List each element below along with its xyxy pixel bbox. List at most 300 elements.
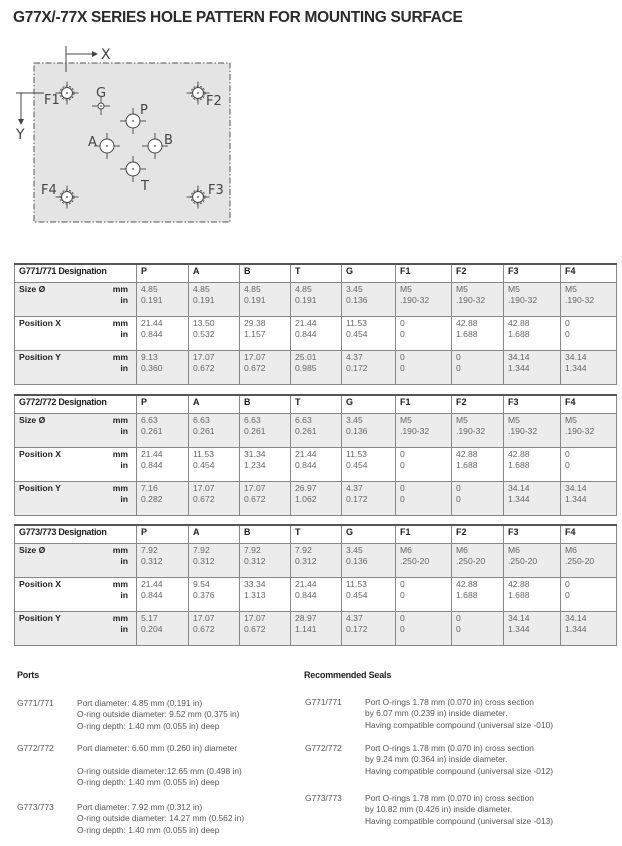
cell-f3 (504, 612, 561, 646)
spec-table-g772 (14, 394, 617, 516)
table-row (15, 283, 617, 317)
cell-f3 (504, 544, 561, 578)
value-in: 0.672 (193, 623, 215, 634)
value-in: .190-32 (565, 425, 595, 436)
note-line: Having compatible compound (universal size -010) (365, 719, 554, 730)
row-units (90, 544, 137, 578)
cell-g (342, 448, 396, 482)
value-in: 0.191 (193, 294, 215, 305)
value-mm: 0 (565, 449, 570, 459)
cell-f1 (396, 351, 452, 385)
table-row (15, 351, 617, 385)
column-header-f2: F2 (452, 395, 504, 414)
value-mm: 34.14 (565, 483, 587, 493)
value-in: 0.191 (295, 294, 317, 305)
row-label: Position X (15, 317, 90, 351)
ports-heading: Ports (17, 670, 40, 680)
cell-f4 (561, 544, 617, 578)
cell-a (189, 283, 240, 317)
column-header-p: P (137, 264, 189, 283)
port-label: F2 (206, 94, 222, 109)
value-in: 0.844 (141, 459, 163, 470)
table-row (15, 317, 617, 351)
table-row (15, 578, 617, 612)
y-axis-label: Y (16, 127, 25, 143)
value-in: 0.136 (346, 294, 368, 305)
value-in: 0.672 (244, 362, 266, 373)
port-label: P (140, 103, 148, 118)
value-mm: 6.63 (193, 415, 210, 425)
cell-f1 (396, 414, 452, 448)
hole-pattern-diagram (0, 40, 260, 230)
value-in: 0 (400, 589, 405, 600)
value-mm: 42.88 (456, 318, 478, 328)
cell-g (342, 317, 396, 351)
value-mm: 0 (456, 352, 461, 362)
value-mm: 17.07 (244, 483, 266, 493)
value-in: 0.261 (193, 425, 215, 436)
value-in: 0 (400, 493, 405, 504)
model-label: G771/771 (17, 698, 54, 708)
column-header-b: B (240, 264, 291, 283)
cell-f1 (396, 317, 452, 351)
value-mm: 4.85 (295, 284, 312, 294)
value-in: 0 (400, 623, 405, 634)
unit-label: mm (112, 449, 129, 459)
value-mm: 42.88 (508, 449, 530, 459)
value-in: .190-32 (456, 425, 486, 436)
row-label: Size Ø (15, 283, 90, 317)
column-header-f4: F4 (561, 525, 617, 544)
cell-f3 (504, 578, 561, 612)
value-in: 0.360 (141, 362, 163, 373)
cell-p (137, 482, 189, 516)
value-in: 0.312 (244, 555, 266, 566)
note-line: O-ring depth: 1.40 mm (0.055 in) deep (77, 777, 220, 788)
cell-b (240, 578, 291, 612)
unit-label: in (120, 362, 129, 373)
value-mm: 0 (400, 579, 405, 589)
spec-table-g771 (14, 263, 617, 385)
value-in: 0 (565, 589, 570, 600)
note-line: O-ring depth: 1.40 mm (0.055 in) deep (77, 720, 220, 731)
cell-t (291, 414, 342, 448)
unit-label: mm (112, 318, 129, 328)
value-in: 0.844 (295, 589, 317, 600)
column-header-f3: F3 (504, 395, 561, 414)
row-units (90, 351, 137, 385)
column-header-t: T (291, 395, 342, 414)
value-in: 0.844 (295, 328, 317, 339)
value-in: 0.985 (295, 362, 317, 373)
value-mm: M6 (400, 545, 412, 555)
value-in: .190-32 (400, 294, 430, 305)
value-in: 1.344 (565, 623, 587, 634)
value-in: .190-32 (400, 425, 430, 436)
value-mm: 11.53 (346, 579, 367, 589)
unit-label: in (120, 623, 129, 634)
unit-label: mm (112, 483, 129, 493)
value-in: 0.454 (346, 589, 368, 600)
value-in: 0 (400, 362, 405, 373)
value-mm: M5 (400, 284, 412, 294)
table-header-row (15, 525, 617, 544)
value-mm: 34.14 (508, 613, 530, 623)
unit-label: mm (112, 545, 129, 555)
value-mm: 21.44 (295, 318, 317, 328)
cell-f4 (561, 283, 617, 317)
designation-header: G773/773 Designation (15, 525, 137, 544)
cell-f2 (452, 448, 504, 482)
note-line: Port diameter: 6.60 mm (0.260 in) diameter (77, 743, 238, 753)
column-header-g: G (342, 264, 396, 283)
value-in: 0.454 (346, 328, 368, 339)
value-in: 0.172 (346, 362, 368, 373)
cell-f3 (504, 317, 561, 351)
spec-table-g773 (14, 524, 617, 646)
cell-g (342, 482, 396, 516)
value-mm: 0 (456, 483, 461, 493)
column-header-b: B (240, 525, 291, 544)
unit-label: mm (112, 352, 129, 362)
value-mm: 31.34 (244, 449, 266, 459)
value-in: 1.688 (508, 459, 530, 470)
row-units (90, 283, 137, 317)
port-label: F4 (41, 183, 57, 198)
value-mm: 33.34 (244, 579, 266, 589)
cell-f3 (504, 482, 561, 516)
value-mm: 3.45 (346, 545, 363, 555)
value-mm: 6.63 (141, 415, 158, 425)
row-label: Position X (15, 448, 90, 482)
value-in: 0.454 (346, 459, 368, 470)
cell-a (189, 414, 240, 448)
value-mm: 9.54 (193, 579, 210, 589)
value-in: 1.688 (456, 589, 478, 600)
value-in: 0.454 (193, 459, 215, 470)
value-in: 0.261 (295, 425, 317, 436)
unit-label: in (120, 328, 129, 339)
value-mm: M6 (456, 545, 468, 555)
note-line: Port O-rings 1.78 mm (0.070 in) cross section (365, 793, 534, 803)
cell-b (240, 283, 291, 317)
cell-p (137, 317, 189, 351)
note-line: O-ring depth: 1.40 mm (0.055 in) deep (77, 824, 220, 835)
note-line: Port O-rings 1.78 mm (0.070 in) cross section (365, 697, 534, 707)
unit-label: mm (112, 284, 129, 294)
cell-g (342, 414, 396, 448)
value-mm: 7.92 (141, 545, 158, 555)
port-label: F3 (208, 183, 224, 198)
cell-t (291, 544, 342, 578)
value-in: 1.062 (295, 493, 317, 504)
value-mm: 4.37 (346, 483, 363, 493)
note-line: Having compatible compound (universal size -013) (365, 815, 554, 826)
value-in: 0 (400, 328, 405, 339)
seals-note (305, 697, 605, 731)
value-mm: 42.88 (508, 579, 530, 589)
cell-a (189, 544, 240, 578)
row-label: Size Ø (15, 544, 90, 578)
cell-f4 (561, 351, 617, 385)
cell-f1 (396, 544, 452, 578)
value-in: .250-20 (565, 555, 595, 566)
cell-f3 (504, 283, 561, 317)
value-in: 0.844 (141, 589, 163, 600)
value-in: 0.312 (141, 555, 163, 566)
port-label: F1 (44, 93, 60, 108)
center-dot (66, 196, 68, 198)
table-row (15, 448, 617, 482)
row-units (90, 578, 137, 612)
ports-note (17, 743, 317, 789)
cell-f3 (504, 351, 561, 385)
value-in: 1.344 (508, 493, 530, 504)
value-in: .190-32 (508, 294, 538, 305)
column-header-f3: F3 (504, 264, 561, 283)
row-units (90, 612, 137, 646)
cell-a (189, 612, 240, 646)
column-header-f4: F4 (561, 395, 617, 414)
cell-b (240, 448, 291, 482)
value-mm: 28.97 (295, 613, 317, 623)
center-dot (66, 92, 68, 94)
value-in: 1.313 (244, 589, 266, 600)
value-mm: 4.85 (193, 284, 210, 294)
center-dot (106, 145, 108, 147)
center-dot (197, 196, 199, 198)
seals-note (305, 743, 605, 777)
value-in: 1.344 (565, 362, 587, 373)
value-in: 0.136 (346, 555, 368, 566)
model-label: G773/773 (17, 802, 54, 812)
value-in: 1.344 (508, 362, 530, 373)
value-in: 0.844 (141, 328, 163, 339)
column-header-p: P (137, 395, 189, 414)
cell-p (137, 283, 189, 317)
row-label: Size Ø (15, 414, 90, 448)
value-mm: 0 (400, 352, 405, 362)
value-mm: M5 (456, 284, 468, 294)
value-mm: 21.44 (295, 449, 317, 459)
y-arrowhead-icon (18, 119, 24, 125)
cell-f2 (452, 414, 504, 448)
value-mm: 4.37 (346, 613, 363, 623)
cell-f3 (504, 448, 561, 482)
column-header-a: A (189, 525, 240, 544)
cell-f1 (396, 482, 452, 516)
value-in: 1.688 (508, 589, 530, 600)
port-label: A (88, 135, 97, 150)
value-mm: 17.07 (244, 352, 266, 362)
value-in: .250-20 (400, 555, 430, 566)
model-label: G772/772 (17, 743, 54, 753)
value-in: 1.688 (456, 459, 478, 470)
value-in: 0.191 (141, 294, 163, 305)
cell-p (137, 544, 189, 578)
value-in: 1.688 (456, 328, 478, 339)
cell-a (189, 317, 240, 351)
value-mm: 0 (565, 579, 570, 589)
cell-f2 (452, 283, 504, 317)
model-label: G773/773 (305, 793, 342, 803)
table-header-row (15, 264, 617, 283)
column-header-a: A (189, 264, 240, 283)
value-in: 1.141 (295, 623, 317, 634)
row-units (90, 317, 137, 351)
column-header-g: G (342, 525, 396, 544)
unit-label: in (120, 425, 129, 436)
column-header-f3: F3 (504, 525, 561, 544)
value-in: 0.191 (244, 294, 266, 305)
value-in: 0.172 (346, 623, 368, 634)
value-in: 0.672 (244, 493, 266, 504)
value-mm: 21.44 (141, 449, 163, 459)
value-mm: 17.07 (244, 613, 266, 623)
cell-f2 (452, 544, 504, 578)
center-dot (197, 92, 199, 94)
cell-g (342, 612, 396, 646)
port-label: G (96, 86, 107, 101)
value-mm: M6 (565, 545, 577, 555)
cell-t (291, 482, 342, 516)
cell-b (240, 317, 291, 351)
column-header-f4: F4 (561, 264, 617, 283)
cell-g (342, 283, 396, 317)
cell-f2 (452, 612, 504, 646)
cell-f1 (396, 578, 452, 612)
note-line: O-ring outside diameter:12.65 mm (0.498 in) (77, 765, 242, 776)
center-dot (154, 145, 156, 147)
cell-p (137, 351, 189, 385)
unit-label: in (120, 294, 129, 305)
cell-f1 (396, 612, 452, 646)
value-mm: 17.07 (193, 483, 215, 493)
value-mm: 34.14 (508, 483, 530, 493)
cell-p (137, 414, 189, 448)
column-header-g: G (342, 395, 396, 414)
value-mm: 26.97 (295, 483, 317, 493)
value-mm: 11.53 (193, 449, 214, 459)
value-in: .250-20 (508, 555, 538, 566)
cell-f4 (561, 578, 617, 612)
value-mm: 17.07 (193, 352, 215, 362)
value-mm: 0 (400, 449, 405, 459)
value-mm: 3.45 (346, 284, 363, 294)
cell-f4 (561, 482, 617, 516)
value-mm: 0 (456, 613, 461, 623)
note-line: Having compatible compound (universal size -012) (365, 765, 554, 776)
table-row (15, 414, 617, 448)
value-mm: 42.88 (508, 318, 530, 328)
value-in: 0 (400, 459, 405, 470)
port-label: B (164, 133, 173, 148)
value-mm: 5.17 (141, 613, 158, 623)
unit-label: in (120, 589, 129, 600)
value-in: 1.688 (508, 328, 530, 339)
column-header-t: T (291, 264, 342, 283)
value-in: 0.672 (244, 623, 266, 634)
value-in: 0.136 (346, 425, 368, 436)
cell-f1 (396, 448, 452, 482)
value-mm: 6.63 (295, 415, 312, 425)
cell-f2 (452, 351, 504, 385)
value-in: 0.312 (295, 555, 317, 566)
value-mm: 0 (565, 318, 570, 328)
value-in: 0.376 (193, 589, 215, 600)
value-in: 0.261 (244, 425, 266, 436)
value-mm: 9.13 (141, 352, 158, 362)
cell-f1 (396, 283, 452, 317)
unit-label: mm (112, 415, 129, 425)
port-label: T (141, 179, 149, 194)
value-mm: 21.44 (295, 579, 317, 589)
value-in: 1.344 (565, 493, 587, 504)
row-units (90, 482, 137, 516)
value-mm: 7.16 (141, 483, 158, 493)
value-mm: 3.45 (346, 415, 363, 425)
value-in: 0 (456, 362, 461, 373)
column-header-f1: F1 (396, 395, 452, 414)
column-header-f2: F2 (452, 525, 504, 544)
column-header-a: A (189, 395, 240, 414)
unit-label: in (120, 493, 129, 504)
value-mm: 0 (400, 483, 405, 493)
cell-a (189, 578, 240, 612)
cell-p (137, 448, 189, 482)
cell-b (240, 482, 291, 516)
cell-a (189, 482, 240, 516)
value-mm: 0 (400, 613, 405, 623)
cell-t (291, 283, 342, 317)
value-mm: 0 (400, 318, 405, 328)
note-line: by 6.07 mm (0.239 in) inside diameter. (365, 708, 508, 719)
cell-f2 (452, 482, 504, 516)
seals-note (305, 793, 605, 827)
value-mm: 42.88 (456, 579, 478, 589)
recommended-seals-heading: Recommended Seals (304, 670, 392, 680)
value-in: 0.532 (193, 328, 215, 339)
unit-label: in (120, 459, 129, 470)
cell-b (240, 414, 291, 448)
cell-b (240, 544, 291, 578)
value-in: 0.261 (141, 425, 163, 436)
column-header-t: T (291, 525, 342, 544)
note-line: Port O-rings 1.78 mm (0.070 in) cross section (365, 743, 534, 753)
ports-note (17, 802, 317, 836)
row-label: Position Y (15, 482, 90, 516)
column-header-b: B (240, 395, 291, 414)
value-mm: M5 (565, 415, 577, 425)
value-mm: M5 (400, 415, 412, 425)
unit-label: mm (112, 613, 129, 623)
value-mm: 4.85 (141, 284, 158, 294)
value-in: 0 (565, 328, 570, 339)
value-mm: 34.14 (508, 352, 530, 362)
value-in: 0 (456, 623, 461, 634)
cell-f2 (452, 578, 504, 612)
value-mm: M5 (508, 284, 520, 294)
cell-t (291, 612, 342, 646)
value-in: 0.172 (346, 493, 368, 504)
center-dot (132, 168, 134, 170)
value-in: 0.844 (295, 459, 317, 470)
model-label: G772/772 (305, 743, 342, 753)
value-mm: 34.14 (565, 613, 587, 623)
row-units (90, 414, 137, 448)
cell-b (240, 351, 291, 385)
cell-g (342, 544, 396, 578)
